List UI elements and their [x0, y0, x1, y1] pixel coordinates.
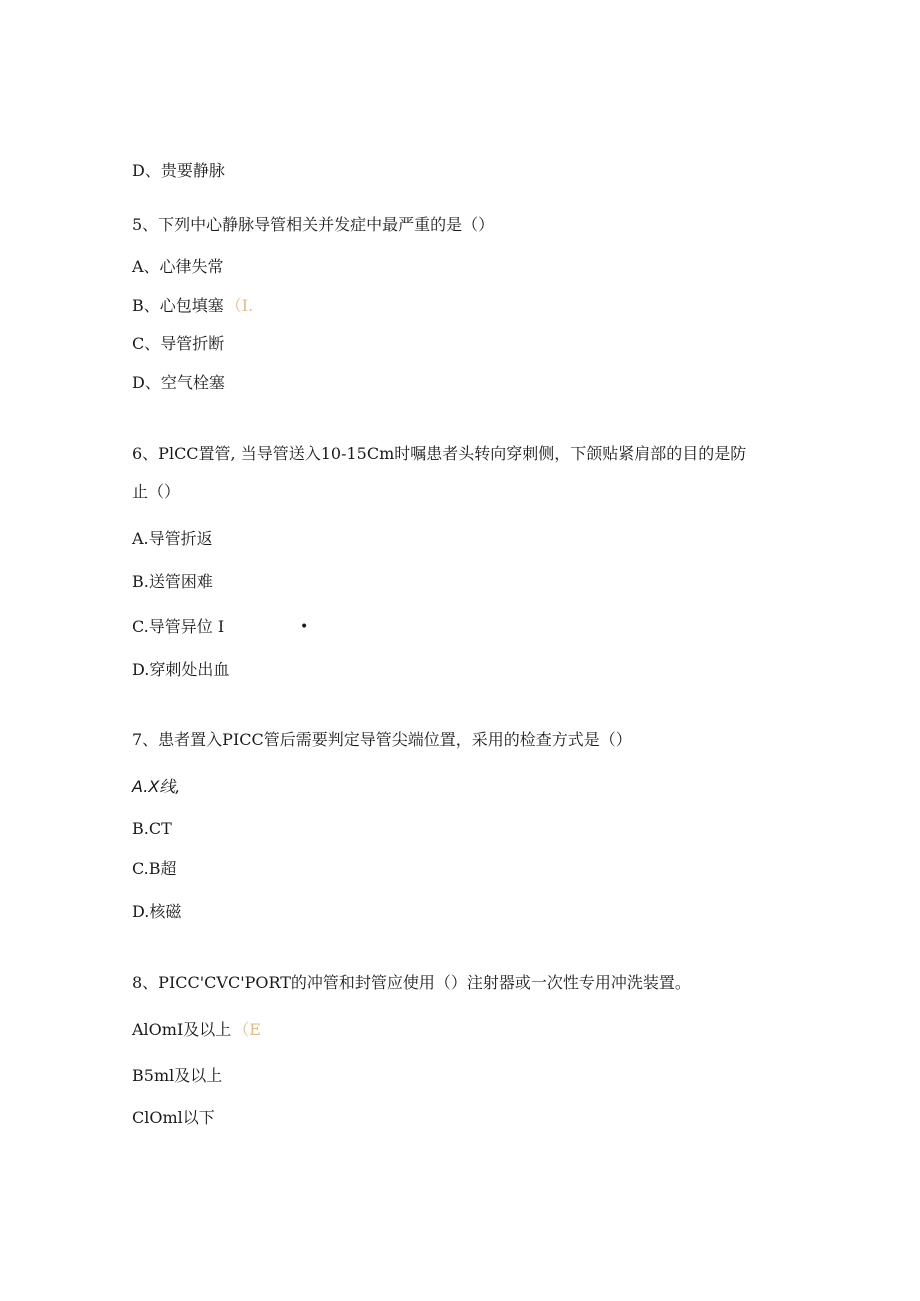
q6-option-d: D.穿刺处出血 — [132, 660, 230, 679]
q6-stem-line1: 6、PlCC置管, 当导管送入10-15Cm时嘱患者头转向穿刺侧，下颌贴紧肩部的目的是防 — [132, 444, 747, 463]
q8-option-a — [132, 1020, 261, 1040]
q8-option-a-text: AlOmI及以上 — [132, 1020, 232, 1039]
q7-option-b: B.CT — [132, 819, 172, 838]
q5-option-d: D、空气栓塞 — [132, 373, 225, 392]
q6-option-b: B.送管困难 — [132, 572, 213, 591]
q6-stem-line2: 止（） — [132, 482, 181, 501]
q5-option-b-text: B、心包填塞 — [132, 296, 224, 315]
q6-option-c: C.导管异位 I — [132, 617, 225, 636]
q7-option-d: D.核磁 — [132, 902, 182, 921]
q8-stem: 8、PICC'CVC'PORT的冲管和封管应使用（）注射器或一次性专用冲洗装置。 — [132, 973, 691, 992]
q5-stem: 5、下列中心静脉导管相关并发症中最严重的是（） — [132, 215, 495, 234]
answer-mark: （E — [233, 1020, 261, 1039]
stray-dot: • — [300, 619, 309, 635]
q7-option-c: C.B超 — [132, 859, 177, 878]
q4-option-d: D、贵要静脉 — [132, 161, 225, 180]
answer-mark: （I. — [225, 296, 254, 315]
q8-option-c: ClOml以下 — [132, 1108, 215, 1127]
q8-option-b: B5ml及以上 — [132, 1066, 223, 1085]
q5-option-a: A、心律失常 — [132, 257, 224, 276]
q7-option-a: A.X线, — [132, 777, 181, 796]
q5-option-b — [132, 296, 253, 316]
q6-option-a: A.导管折返 — [132, 529, 213, 548]
q5-option-c: C、导管折断 — [132, 334, 225, 353]
q7-stem: 7、患者置入PICC管后需要判定导管尖端位置，采用的检查方式是（） — [132, 730, 632, 749]
